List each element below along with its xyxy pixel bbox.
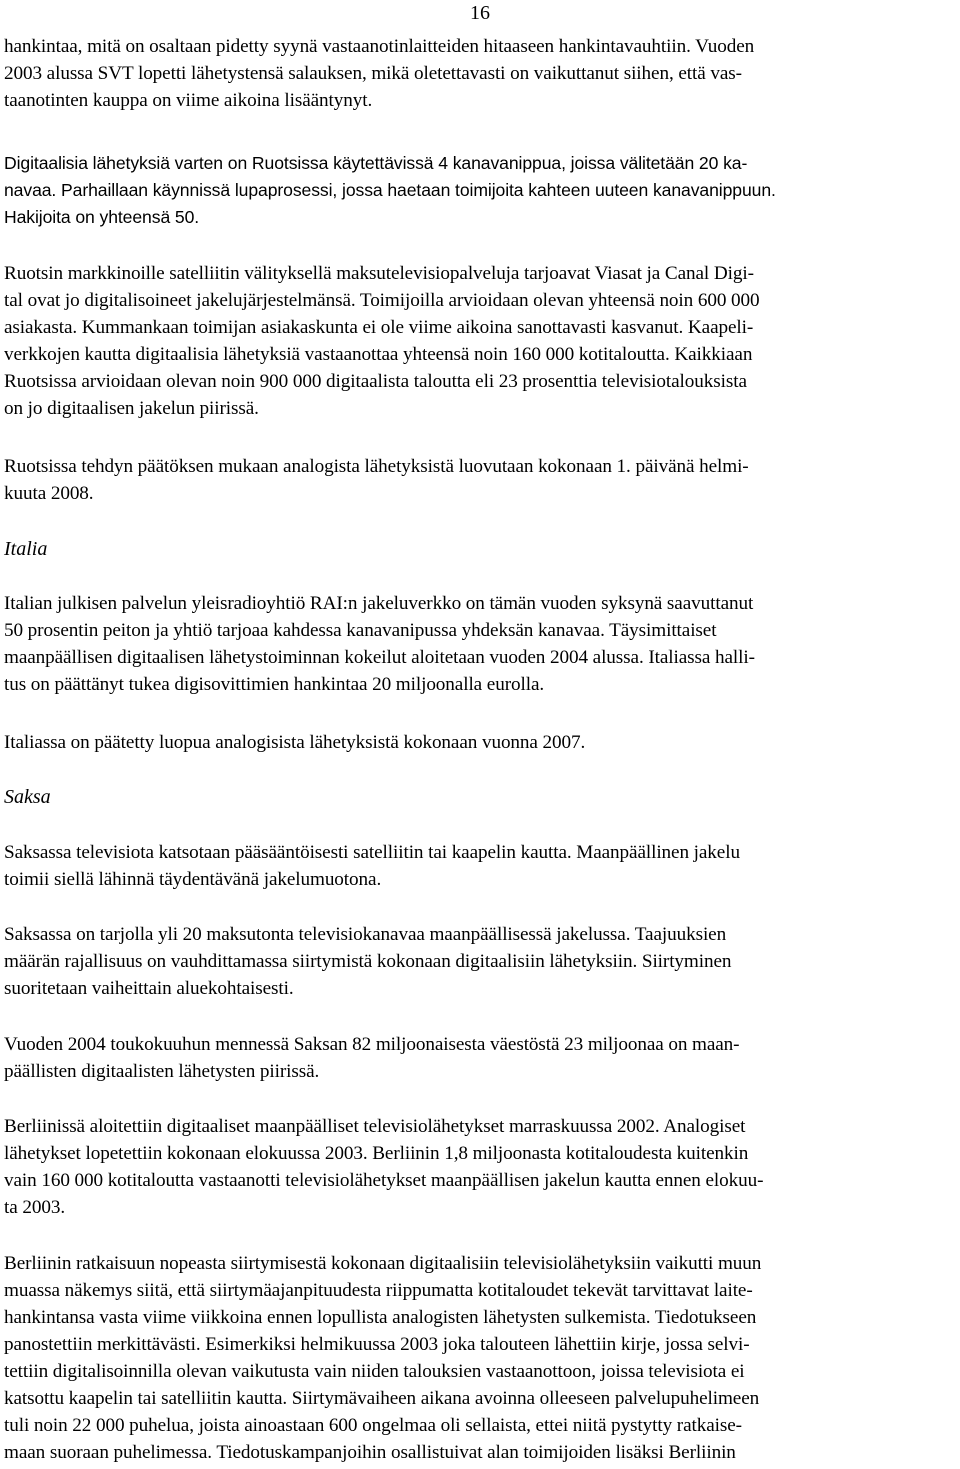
text-line: asiakasta. Kummankaan toimijan asiakaskunta ei ole viime aikoina sanottavasti kasvanut. Kaapeli- [4,317,754,338]
paragraph-germany-coverage [4,1031,954,1085]
text-line: suoritetaan vaiheittain aluekohtaisesti. [4,978,294,999]
text-line: katsottu kaapelin tai satelliitin kautta. Siirtymävaiheen aikana avoinna olleeseen palvelupuhelimeen [4,1388,760,1409]
text-line: Ruotsissa tehdyn päätöksen mukaan analogista lähetyksistä luovutaan kokonaan 1. päivänä helmi- [4,456,749,477]
text-line: maanpäällisen digitaalisen lähetystoiminnan kokeilut aloitetaan vuoden 2004 alussa. Italiassa halli- [4,647,755,668]
text-line: navaa. Parhaillaan käynnissä lupaprosessi, jossa haetaan toimijoita kahteen uuteen kanavanippuun. [4,180,776,200]
text-line: Berliinin ratkaisuun nopeasta siirtymisestä kokonaan digitaalisiin televisiolähetyksiin vaikutti muun [4,1253,762,1274]
text-line: verkkojen kautta digitaalisia lähetyksiä vastaanottaa yhteensä noin 160 000 kotitaloutta. Kaikkiaan [4,344,753,365]
text-line: Ruotsin markkinoille satelliitin välityksellä maksutelevisiopalveluja tarjoavat Viasat ja Canal Digi- [4,263,754,284]
text-line: Italian julkisen palvelun yleisradioyhtiö RAI:n jakeluverkko on tämän vuoden syksynä saavuttanut [4,593,754,614]
paragraph-sweden-decoders [4,33,954,114]
page-number: 16 [470,2,490,24]
paragraph-berlin-start [4,1113,954,1221]
paragraph-sweden-satellite [4,260,954,422]
text-line: tus on päättänyt tukea digisovittimien hankintaa 20 miljoonalla eurolla. [4,674,545,695]
paragraph-italy-switchoff [4,729,954,756]
paragraph-sweden-switchoff [4,453,954,507]
text-line: tuli noin 22 000 puhelua, joista ainoastaan 600 ongelmaa oli sellaista, ettei niitä pystytty ratkaise- [4,1415,742,1436]
text-line: Saksassa televisiota katsotaan pääsääntöisesti satelliitin tai kaapelin kautta. Maanpäällinen jakelu [4,842,740,863]
text-line: kuuta 2008. [4,483,94,504]
text-line: Saksassa on tarjolla yli 20 maksutonta televisiokanavaa maanpäällisessä jakelussa. Taajuuksien [4,924,727,945]
text-line: muassa näkemys siitä, että siirtymäajanpituudesta riippumatta kotitaloudet tekevät tarvittavat laite- [4,1280,753,1301]
section-heading-italia: Italia [4,538,48,560]
text-line: taanotinten kauppa on viime aikoina lisääntynyt. [4,90,373,111]
text-line: maan suoraan puhelimessa. Tiedotuskampanjoihin osallistuivat alan toimijoiden lisäksi Berliinin [4,1442,736,1463]
text-line: Hakijoita on yhteensä 50. [4,207,200,227]
text-line: lähetykset lopetettiin kokonaan elokuussa 2003. Berliinin 1,8 miljoonasta kotitaloudesta kuitenkin [4,1143,749,1164]
text-line: hankintansa vasta viime viikkoina ennen lopullista analogisten lähetysten sulkemista. Tiedotukseen [4,1307,757,1328]
text-line: ta 2003. [4,1197,66,1218]
text-line: Digitaalisia lähetyksiä varten on Ruotsissa käytettävissä 4 kanavanippua, joissa välitetään 20 ka- [4,153,748,173]
text-line: tettiin digitalisoinnilla olevan vaikutusta vain niiden talouksien vastaanottoon, joissa televisiota ei [4,1361,745,1382]
text-line: tal ovat jo digitalisoineet jakelujärjestelmänsä. Toimijoilla arvioidaan olevan yhteensä noin 600 000 [4,290,760,311]
text-line: Berliinissä aloitettiin digitaaliset maanpäälliset televisiolähetykset marraskuussa 2002. Analogiset [4,1116,746,1137]
text-line: määrän rajallisuus on vauhdittamassa siirtymistä kokonaan digitaalisiin lähetyksiin. Siirtyminen [4,951,732,972]
text-line: Ruotsissa arvioidaan olevan noin 900 000 digitaalista taloutta eli 23 prosenttia televisiotalouksista [4,371,747,392]
text-line: panostettiin merkittävästi. Esimerkiksi helmikuussa 2003 joka talouteen lähettiin kirje, jossa selvi- [4,1334,750,1355]
paragraph-berlin-decision [4,1250,954,1466]
text-line: Vuoden 2004 toukokuuhun mennessä Saksan 82 miljoonaisesta väestöstä 23 miljoonaa on maan- [4,1034,740,1055]
text-line: päällisten digitaalisten lähetysten piirissä. [4,1061,320,1082]
text-line: vain 160 000 kotitaloutta vastaanotti televisiolähetykset maanpäällisen jakelun kautta ennen elokuu- [4,1170,764,1191]
text-line: Italiassa on päätetty luopua analogisista lähetyksistä kokonaan vuonna 2007. [4,732,586,753]
text-line: on jo digitaalisen jakelun piirissä. [4,398,259,419]
text-line: 50 prosentin peiton ja yhtiö tarjoaa kahdessa kanavanipussa yhdeksän kanavaa. Täysimittaiset [4,620,717,641]
text-line: hankintaa, mitä on osaltaan pidetty syynä vastaanotinlaitteiden hitaaseen hankintavauhtiin. Vuoden [4,36,755,57]
text-line: toimii siellä lähinnä täydentävänä jakelumuotona. [4,869,382,890]
section-heading-saksa: Saksa [4,786,51,808]
paragraph-sweden-multiplexes [4,150,954,231]
paragraph-germany-channels [4,921,954,1002]
text-line: 2003 alussa SVT lopetti lähetystensä salauksen, mikä oletettavasti on vaikuttanut siihen, että vas- [4,63,742,84]
paragraph-germany-satellite [4,839,954,893]
paragraph-italy-rai [4,590,954,698]
